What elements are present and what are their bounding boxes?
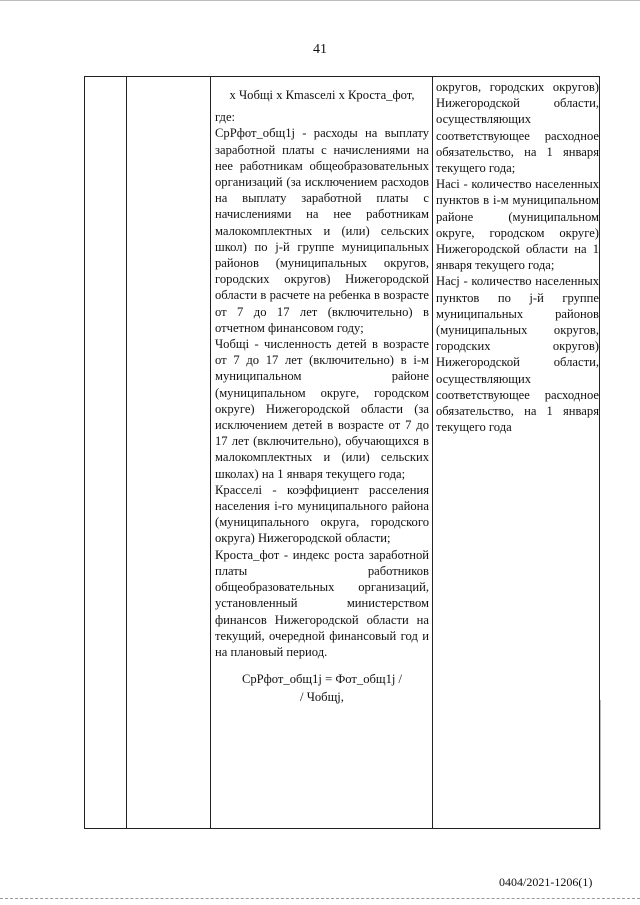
document-code: 0404/2021-1206(1) [499,875,593,889]
definition-krassel: Красселі - коэффициент расселения населения i-го муниципального района (муниципального округа, городского округа) Нижегородской области; [215,482,429,546]
definition-nasi: Насі - количество населенных пунктов в i-м муниципальном районе (муниципальном округе, городском округе) Нижегородской области на 1 января текущего года; [436,177,599,273]
definition-krosta: Кроста_фот - индекс роста заработной платы работников общеобразовательных организаций, установленный министерством финансов Нижегородской области на текущий, очередной финансовый год и на плановый период. [215,547,429,659]
formula-line-2: / Чобщj, [300,690,344,705]
where-label: где: [215,110,236,125]
definition-srrfot: СрРфот_общ1j - расходы на выплату заработной платы с начислениями на нее работникам общеобразовательных организаций (за исключением расходов на выплату заработной платы с начислениями на нее работникам малокомплектных и (или) сельских школ) по j-й группе муниципальных районов (муниципальных округов, городских округов) Нижегородской области в расчете на ребенка в возрасте от 7 до 17 лет (включительно) в отчетном финансовом году; [215,126,429,335]
table-column-4 [433,77,601,828]
table-column-3 [211,77,433,828]
top-edge-line [0,0,640,7]
definition-continuation: округов, городских округов) Нижегородской области, осуществляющих соответствующее расходное обязательство, на 1 января текущего года; [436,80,599,176]
document-table [84,76,600,829]
table-column-1 [85,77,127,828]
formula-continuation: x Чобщі x Кmasселі x Кроста_фот, [229,88,415,102]
column-4-text [433,77,601,435]
formula-line-1: СрРфот_общ1j = Фот_общ1j / [241,672,403,687]
page-number: 41 [313,42,327,57]
definition-nasj: Насj - количество населенных пунктов по j-й группе муниципальных районов (муниципальных округов, городских округов) Нижегородской области, осуществляющих соответствующее расходное обязательство, на 1 января текущего года [436,274,599,435]
margin-line [600,700,601,830]
table-column-2 [127,77,211,828]
column-3-text [211,77,432,706]
bottom-edge-line [0,898,640,901]
definition-chobsh: Чобщі - численность детей в возрасте от 7 до 17 лет (включительно) в i-м муниципальном районе (муниципальном округе, городском округе) Нижегородской области (за исключением детей в возрасте от 7 до 17 лет (включительно), обучающихся в малокомплектных и (или) сельских школах) на 1 января текущего года; [215,337,429,481]
formula-block [215,670,429,706]
